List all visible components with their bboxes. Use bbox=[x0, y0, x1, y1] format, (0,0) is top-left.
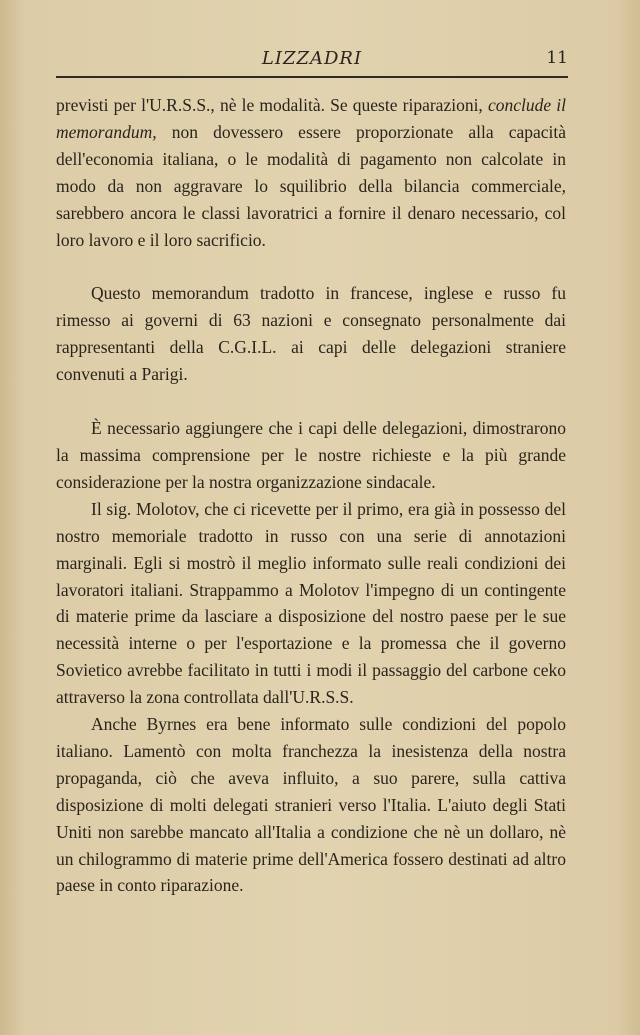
paragraph: Anche Byrnes era bene informato sulle condizioni del popolo italiano. Lamentò con molta franchezza la inesistenza della nostra propaganda, ciò che aveva influito, a suo parere, sulla cattiva disposizione di molti delegati stranieri verso l'Italia. L'aiuto degli Stati Uniti non sarebbe mancato all'Italia a condizione che nè un dollaro, nè un chilogrammo di materie prime dell'America fossero destinati ad altro paese in conto riparazione. bbox=[56, 714, 566, 896]
paragraph-text: previsti per l'U.R.S.S., nè le modalità. Se queste riparazioni, bbox=[56, 95, 488, 115]
body-text bbox=[56, 92, 566, 899]
paragraph: Il sig. Molotov, che ci ricevette per il primo, era già in possesso del nostro memoriale tradotto in russo con una serie di annotazioni marginali. Egli si mostrò il meglio informato sulle reali condizioni dei lavoratori italiani. Strappammo a Molotov l'impegno di un contingente di materie prime da lasciare a disposizione del nostro paese per le sue necessità interne o per l'esportazione e la promessa che il governo Sovietico avrebbe facilitato in tutti i modi il passaggio del carbone ceko attraverso la zona controllata dall'U.R.S.S. bbox=[56, 498, 566, 708]
page-number: 11 bbox=[546, 48, 568, 68]
paragraph: Questo memorandum tradotto in francese, inglese e russo fu rimesso ai governi di 63 nazioni e consegnato personalmente dai rappresentanti della C.G.I.L. ai capi delle delegazioni straniere convenuti a Parigi. bbox=[56, 283, 566, 385]
paragraph-text: non dovessero essere proporzionate alla capacità dell'economia italiana, o le modalità di pagamento non calcolate in modo da non aggravare lo squilibrio della bilancia commerciale, sarebbero ancora le classi lavoratrici a fornire il denaro necessario, col loro lavoro e il loro sacrificio. bbox=[56, 121, 566, 250]
running-head: LIZZADRI bbox=[261, 48, 363, 69]
header-rule bbox=[56, 76, 568, 78]
page-header bbox=[56, 44, 568, 80]
paragraph-continuation bbox=[56, 92, 566, 253]
paragraph: È necessario aggiungere che i capi delle delegazioni, dimostrarono la massima comprensione per le nostre richieste e la più grande considerazione per la nostra organizzazione sindacale. bbox=[56, 418, 566, 492]
italic-phrase: conclude il memorandum, bbox=[56, 95, 567, 142]
